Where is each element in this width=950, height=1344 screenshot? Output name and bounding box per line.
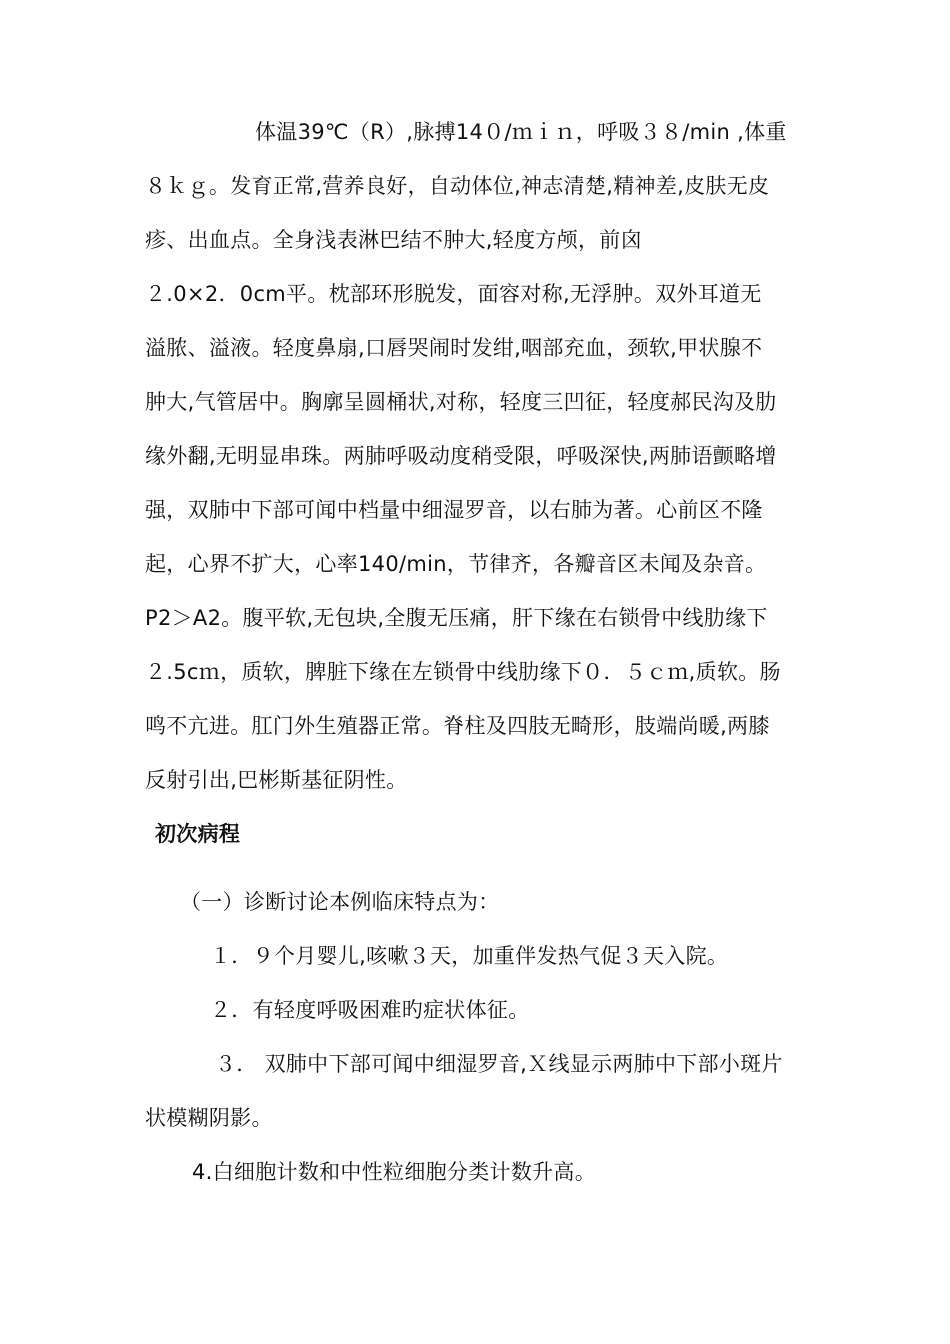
exam-line: 体温39℃（R）,脉搏14０/ｍｉｎ，呼吸３８/min ,体重 xyxy=(255,120,787,144)
exam-line: 强，双肺中下部可闻中档量中细湿罗音，以右肺为著。心前区不隆 xyxy=(145,498,763,522)
exam-line: ８ｋｇ。发育正常,营养良好，自动体位,神志清楚,精神差,皮肤无皮 xyxy=(145,174,770,198)
exam-line: 鸣不亢进。肛门外生殖器正常。脊柱及四肢无畸形，肢端尚暖,两膝 xyxy=(145,714,770,738)
exam-line: 缘外翻,无明显串珠。两肺呼吸动度稍受限，呼吸深快,两肺语颤略增 xyxy=(145,444,777,468)
exam-line: 溢脓、溢液。轻度鼻扇,口唇哭闹时发绀,咽部充血，颈软,甲状腺不 xyxy=(145,336,763,360)
exam-line: 反射引出,巴彬斯基征阴性。 xyxy=(145,768,408,792)
exam-line: ２.5cｍ，质软，脾脏下缘在左锁骨中线肋缘下０．５ｃｍ,质软。肠 xyxy=(145,660,781,684)
list-item-continuation: 状模糊阴影。 xyxy=(145,1106,273,1130)
list-item: 4.白细胞计数和中性粒细胞分类计数升高。 xyxy=(192,1160,597,1184)
list-item: ３． 双肺中下部可闻中细湿罗音,Ｘ线显示两肺中下部小斑片 xyxy=(215,1052,783,1076)
section-heading: 初次病程 xyxy=(155,822,241,846)
exam-line: 肿大,气管居中。胸廓呈圆桶状,对称，轻度三凹征，轻度郝民沟及肋 xyxy=(145,390,777,414)
exam-line: 疹、出血点。全身浅表淋巴结不肿大,轻度方颅，前囟 xyxy=(145,228,642,252)
list-item: ２．有轻度呼吸困难旳症状体征。 xyxy=(210,998,530,1022)
list-item: １．９个月婴儿,咳嗽３天，加重伴发热气促３天入院。 xyxy=(210,944,729,968)
exam-line: ２.0×2．0cm平。枕部环形脱发，面容对称,无浮肿。双外耳道无 xyxy=(145,282,762,306)
exam-line: P2＞A2。腹平软,无包块,全腹无压痛，肝下缘在右锁骨中线肋缘下 xyxy=(145,606,768,630)
exam-line: 起，心界不扩大，心率140/min，节律齐，各瓣音区未闻及杂音。 xyxy=(145,552,767,576)
discussion-intro: （一）诊断讨论﻿本例临床特点为： xyxy=(180,890,500,914)
